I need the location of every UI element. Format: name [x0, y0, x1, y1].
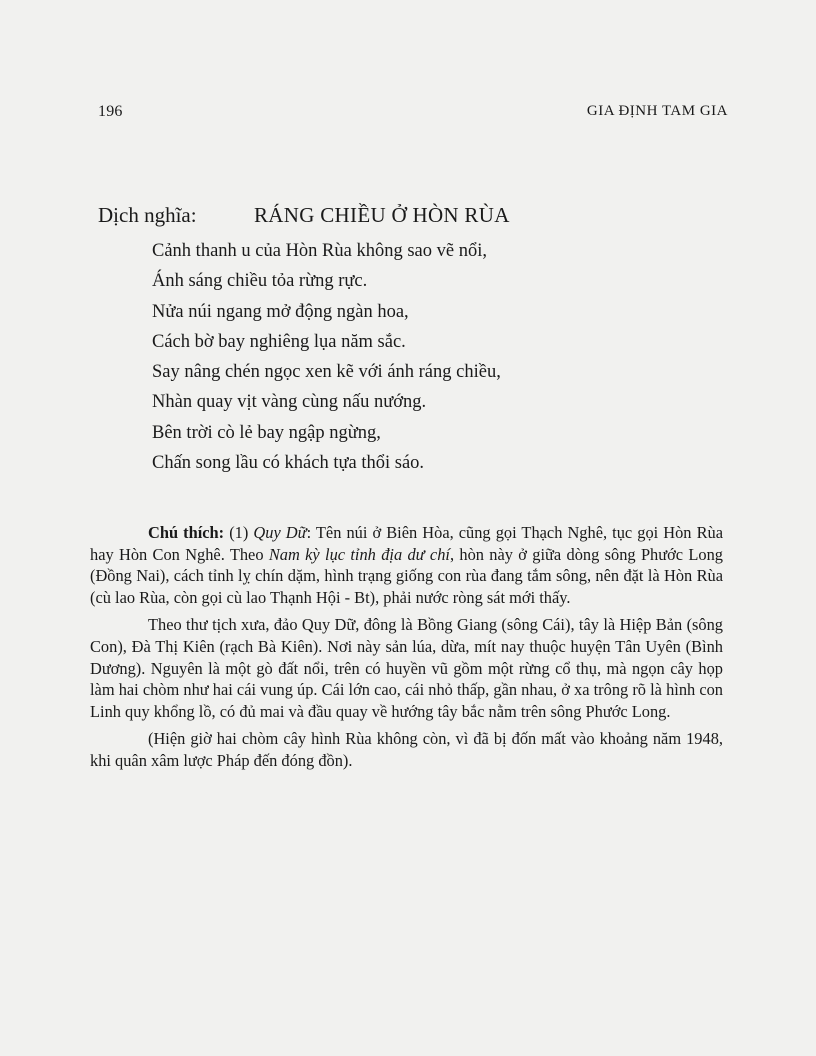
translation-label: Dịch nghĩa: — [98, 203, 197, 227]
poem-line: Chấn song lầu có khách tựa thổi sáo. — [152, 453, 425, 474]
poem-line: Ánh sáng chiều tỏa rừng rực. — [152, 271, 368, 292]
poem-line: Cách bờ bay nghiêng lụa năm sắc. — [152, 331, 406, 352]
note-paragraph: Theo thư tịch xưa, đảo Quy Dữ, đông là Bồng Giang (sông Cái), tây là Hiệp Bản (sông Con), Đà Thị Kiên (rạch Bà Kiên). Nơi này sản lúa, dừa, mít nay thuộc huyện Tân Uyên (Bình Dương). Nguyên là một gò đất nổi, trên có huyền vũ gồm một rừng cổ thụ, mà ngọn cây họp làm hai chòm như hai cái vung úp. Cái lớn cao, cái nhỏ thấp, gần nhau, ở xa trông rõ là hình con Linh quy khổng lồ, có đủ mai và đầu quay về hướng tây bắc nằm trên sông Phước Long. — [90, 615, 723, 721]
footnotes — [90, 522, 723, 778]
page-number: 196 — [98, 103, 123, 120]
note-label: Chú thích: — [148, 523, 225, 542]
note-paragraph: (Hiện giờ hai chòm cây hình Rùa không còn, vì đã bị đốn mất vào khoảng năm 1948, khi quân xâm lược Pháp đến đóng đồn). — [90, 729, 723, 770]
book-title: Nam kỳ lục tỉnh địa dư chí — [268, 544, 450, 564]
note-text: , hòn này ở giữa dòng sông Phước Long (Đồng Nai), cách tỉnh lỵ chín dặm, hình trạng giống con rùa đang tắm sông, nên đặt là Hòn Rùa (cù lao Rùa, còn gọi cù lao Thạnh Hội - Bt), phải nước ròng sát mới thấy. — [90, 544, 724, 607]
note-ref: (1) — [224, 523, 254, 542]
poem-title: RÁNG CHIỀU Ở HÒN RÙA — [254, 203, 510, 227]
note-text: : Tên núi ở Biên Hòa, cũng gọi Thạch Nghê, tục gọi Hòn Rùa hay Hòn Con Nghê. Theo — [90, 523, 723, 564]
page-header — [98, 103, 728, 121]
note-term: Quy Dữ — [253, 523, 307, 542]
poem-line: Say nâng chén ngọc xen kẽ với ánh ráng chiều, — [152, 362, 501, 383]
poem-body — [152, 236, 501, 478]
note-paragraph — [90, 522, 723, 608]
poem-line: Nửa núi ngang mở động ngàn hoa, — [152, 301, 409, 322]
running-title: GIA ĐỊNH TAM GIA — [586, 103, 728, 119]
poem-line: Bên trời cò lẻ bay ngập ngừng, — [152, 422, 381, 443]
poem-line: Cảnh thanh u của Hòn Rùa không sao vẽ nổi, — [152, 241, 487, 261]
poem-heading — [98, 203, 510, 228]
poem-line: Nhàn quay vịt vàng cùng nấu nướng. — [152, 392, 427, 413]
